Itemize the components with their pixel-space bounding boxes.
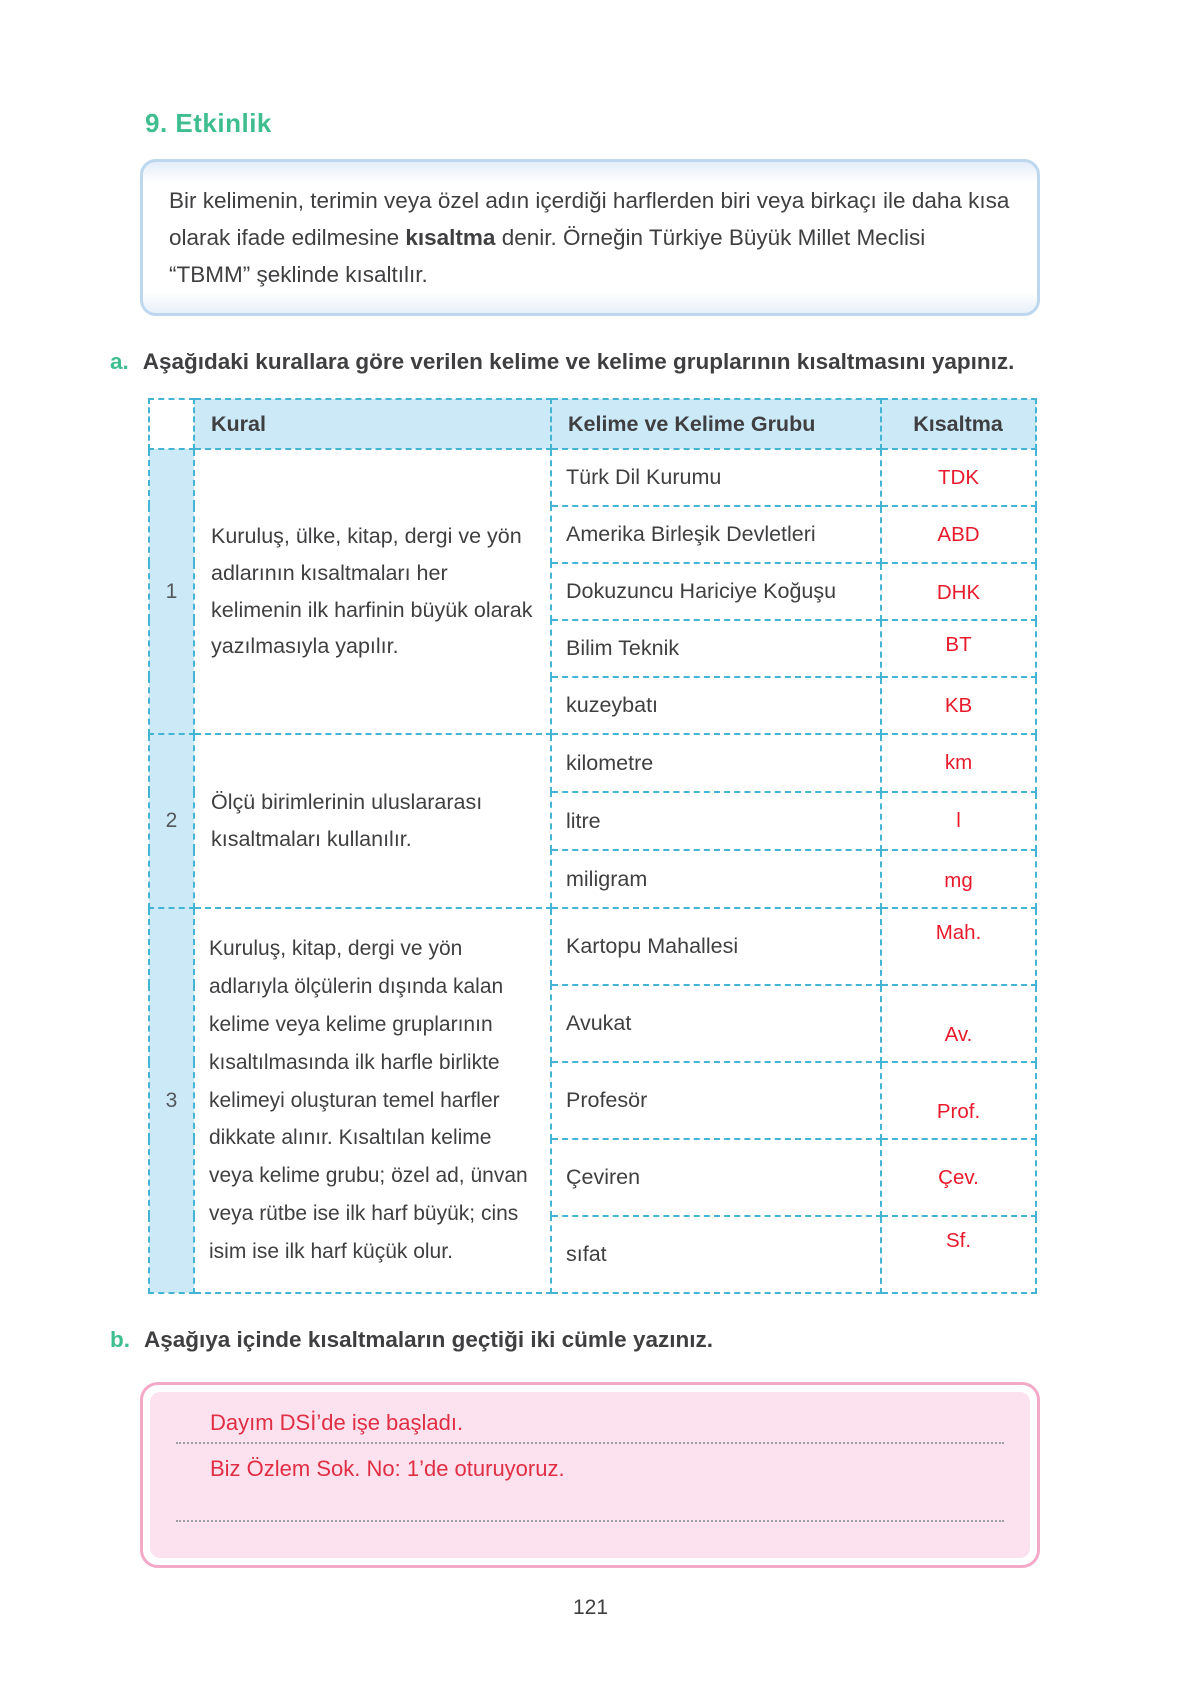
word-cell: Amerika Birleşik Devletleri bbox=[551, 506, 881, 563]
abbreviation-cell: km bbox=[881, 734, 1036, 792]
dotted-writing-line bbox=[176, 1440, 1004, 1444]
answer-line-2: Biz Özlem Sok. No: 1’de oturuyoruz. bbox=[210, 1456, 565, 1481]
definition-text-part2: denir. Örneğin Türkiye Büyük Millet Meclisi “TBMM” şeklinde kısaltılır. bbox=[169, 225, 926, 287]
rule-cell: Kuruluş, kitap, dergi ve yön adlarıyla ölçülerin dışında kalan kelime veya kelime gruplarının kısaltılmasında ilk harfle birlikte kelimeyi oluşturan temel harfler dikkate alınır. Kısaltılan kelime veya kelime grubu; özel ad, ünvan veya rütbe ise ilk harf büyük; cins isim ise ilk harf küçük olur. bbox=[194, 908, 551, 1293]
word-cell: Dokuzuncu Hariciye Koğuşu bbox=[551, 563, 881, 620]
answer-box bbox=[140, 1382, 1040, 1568]
word-cell: Türk Dil Kurumu bbox=[551, 449, 881, 506]
section-b-letter: b. bbox=[110, 1327, 130, 1352]
section-a-text: Aşağıdaki kurallara göre verilen kelime ve kelime gruplarının kısaltmasını yapınız. bbox=[142, 349, 1015, 374]
section-a-heading bbox=[110, 342, 1040, 382]
definition-text-part1: Bir kelimenin, terimin veya özel adın içerdiği harflerden biri veya birkaçı ile daha kısa olarak ifade edilmesine bbox=[169, 188, 1010, 250]
header-spacer bbox=[149, 399, 194, 449]
answer-box-inner bbox=[150, 1392, 1030, 1558]
rule-cell: Ölçü birimlerinin uluslararası kısaltmaları kullanılır. bbox=[194, 734, 551, 908]
rule-cell: Kuruluş, ülke, kitap, dergi ve yön adlarının kısaltmaları her kelimenin ilk harfinin büyük olarak yazılmasıyla yapılır. bbox=[194, 449, 551, 734]
abbreviation-cell: KB bbox=[881, 677, 1036, 734]
word-cell: Çeviren bbox=[551, 1139, 881, 1216]
activity-title: 9. Etkinlik bbox=[145, 108, 272, 138]
column-header-kisaltma: Kısaltma bbox=[881, 399, 1036, 449]
column-header-kural: Kural bbox=[194, 399, 551, 449]
abbreviation-cell: mg bbox=[881, 850, 1036, 908]
abbreviation-cell: Av. bbox=[881, 985, 1036, 1062]
word-cell: miligram bbox=[551, 850, 881, 908]
abbreviation-cell: l bbox=[881, 792, 1036, 850]
section-b-heading bbox=[110, 1320, 1040, 1360]
table-row bbox=[149, 734, 1036, 792]
section-a-letter: a. bbox=[110, 349, 129, 374]
group-number: 2 bbox=[149, 734, 194, 908]
abbreviation-table bbox=[148, 398, 1037, 1294]
definition-bold-word: kısaltma bbox=[405, 225, 496, 250]
table-header-row bbox=[149, 399, 1036, 449]
answer-line-1: Dayım DSİ’de işe başladı. bbox=[210, 1410, 464, 1435]
word-cell: litre bbox=[551, 792, 881, 850]
table-row bbox=[149, 908, 1036, 985]
abbreviation-cell: Çev. bbox=[881, 1139, 1036, 1216]
dotted-writing-line bbox=[176, 1518, 1004, 1522]
abbreviation-cell: Prof. bbox=[881, 1062, 1036, 1139]
word-cell: kilometre bbox=[551, 734, 881, 792]
abbreviation-cell: TDK bbox=[881, 449, 1036, 506]
abbreviation-cell: ABD bbox=[881, 506, 1036, 563]
word-cell: Avukat bbox=[551, 985, 881, 1062]
group-number: 1 bbox=[149, 449, 194, 734]
definition-box bbox=[140, 159, 1040, 316]
word-cell: Profesör bbox=[551, 1062, 881, 1139]
section-b-text: Aşağıya içinde kısaltmaların geçtiği iki cümle yazınız. bbox=[144, 1327, 713, 1352]
table-row bbox=[149, 449, 1036, 506]
word-cell: Bilim Teknik bbox=[551, 620, 881, 677]
group-number: 3 bbox=[149, 908, 194, 1293]
word-cell: sıfat bbox=[551, 1216, 881, 1293]
word-cell: kuzeybatı bbox=[551, 677, 881, 734]
abbreviation-cell: Mah. bbox=[881, 908, 1036, 985]
page-number: 121 bbox=[572, 1596, 609, 1619]
abbreviation-cell: Sf. bbox=[881, 1216, 1036, 1293]
word-cell: Kartopu Mahallesi bbox=[551, 908, 881, 985]
abbreviation-cell: DHK bbox=[881, 563, 1036, 620]
column-header-kelime: Kelime ve Kelime Grubu bbox=[551, 399, 881, 449]
abbreviation-cell: BT bbox=[881, 620, 1036, 677]
